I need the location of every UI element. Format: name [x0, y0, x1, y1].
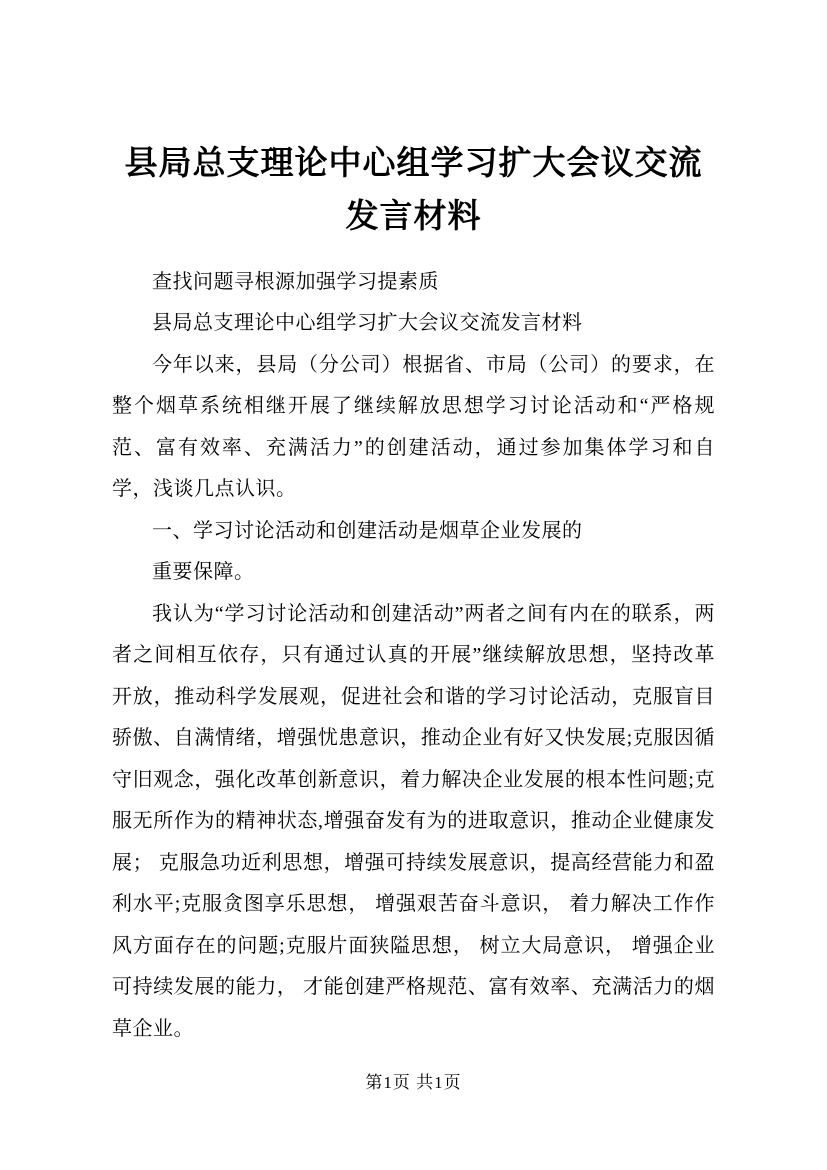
paragraph-section-heading-continued: 重要保障。 [152, 561, 255, 584]
paragraph-subtitle: 查找问题寻根源加强学习提素质 [152, 270, 439, 293]
paragraph-section-heading: 一、学习讨论活动和创建活动是烟草企业发展的 [152, 519, 583, 542]
paragraph-subtitle-2: 县局总支理论中心组学习扩大会议交流发言材料 [152, 312, 583, 335]
paragraph-main: 我认为“学习讨论活动和创建活动”两者之间有内在的联系，两者之间相互依存，只有通过认真的开展”继续解放思想，坚持改革开放，推动科学发展观，促进社会和谐的学习讨论活动，克服盲目骄傲、自满情绪，增强忧患意识，推动企业有好又快发展;克服因循守旧观念，强化改革创新意识，着力解决企业发展的根本性问题;克服无所作为的精神状态,增强奋发有为的进取意识，推动企业健康发展； 克服急功近利思想，增强可持续发展意识，提高经营能力和盈利水平;克服贪图享乐思想， 增强艰苦奋斗意识， 着力解决工作作风方面存在的问题;克服片面狭隘思想， 树立大局意识， 增强企业可持续发展的能力， 才能创建严格规范、富有效率、充满活力的烟草企业。 [112, 602, 715, 1040]
page-number-footer: 第1页 共1页 [365, 1073, 462, 1092]
paragraph-intro: 今年以来，县局（分公司）根据省、市局（公司）的要求，在整个烟草系统相继开展了继续解放思想学习讨论活动和“严格规范、富有效率、充满活力”的创建活动，通过参加集体学习和自学，浅谈几点认识。 [112, 353, 715, 501]
document-body [112, 262, 715, 1051]
document-title: 县局总支理论中心组学习扩大会议交流发言材料 [124, 146, 703, 235]
